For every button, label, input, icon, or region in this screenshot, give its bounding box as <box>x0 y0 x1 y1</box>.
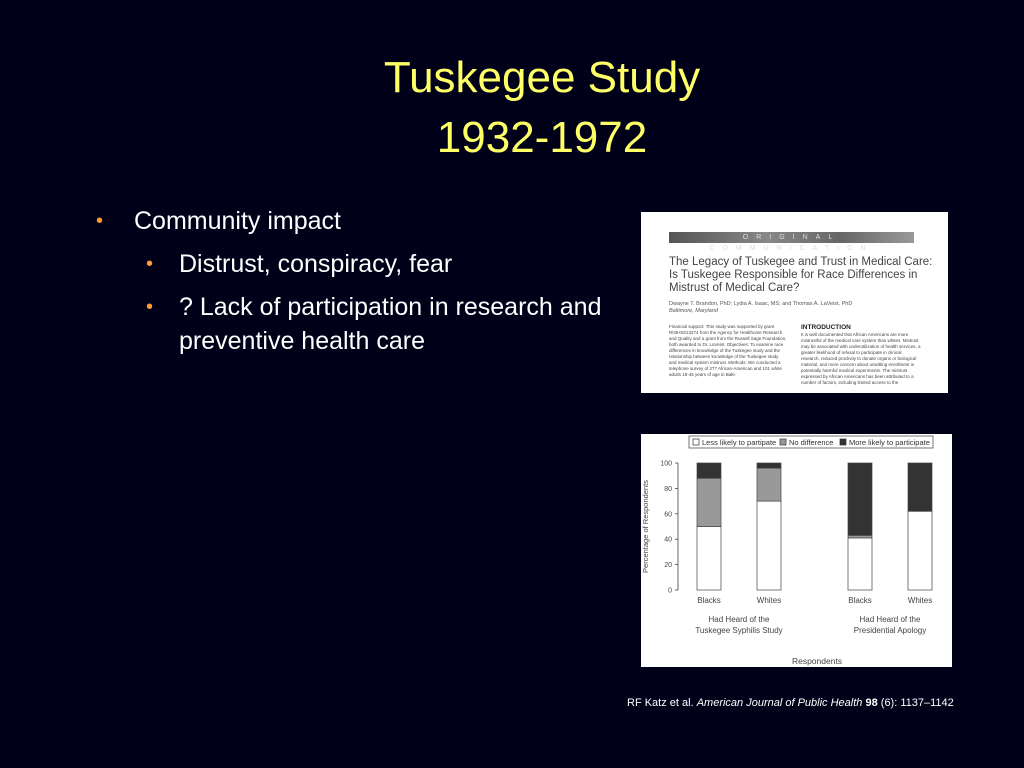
x-tick-label: Blacks <box>697 596 721 605</box>
bar-segment <box>697 527 721 591</box>
article-intro-heading: INTRODUCTION <box>801 324 851 331</box>
bullet-icon: • <box>96 210 104 232</box>
citation <box>627 697 954 709</box>
y-tick-label: 40 <box>664 536 672 544</box>
bullet-icon: • <box>146 253 154 275</box>
article-authors <box>669 301 939 315</box>
article-location: Baltimore, Maryland <box>669 308 718 314</box>
journal-article-image <box>641 212 948 393</box>
group-label: Had Heard of the Tuskegee Syphilis Study <box>695 615 783 635</box>
bullet-item-distrust <box>96 247 636 281</box>
bar-segment <box>848 463 872 535</box>
citation-volume: 98 <box>865 697 878 709</box>
bar-segment <box>757 468 781 501</box>
bullet-icon: • <box>146 296 154 318</box>
chart-svg <box>641 434 952 667</box>
bullet-item-community-impact <box>96 204 636 238</box>
bar-segment <box>908 463 932 511</box>
y-axis-label: Percentage of Respondents <box>641 480 650 573</box>
article-abstract: Financial support: This study was supported by grant R03HS013274 from the Agency for Healthcare Research and Quality and a grant from the Russell Sage Foundation, both awarded to Dr. LaVeist. Objectives: To examine race differences in knowledge of the Tuskegee study and the relationship between knowledge of the Tuskegee study and medical system mistrust. Methods: We conducted a telephone survey of 277 African-American and 101 white adults 18-45 years of age in Balti- <box>669 324 787 377</box>
slide-title: Tuskegee Study <box>383 53 701 102</box>
stacked-bar-chart <box>641 434 952 667</box>
bar-segment <box>848 538 872 590</box>
y-tick-label: 80 <box>664 485 672 493</box>
legend-swatch <box>693 439 699 445</box>
bullet-item-participation <box>96 290 636 358</box>
legend-label: No difference <box>789 438 834 447</box>
bullet-list <box>96 204 636 358</box>
bar-segment <box>848 535 872 538</box>
citation-pages: (6): 1137–1142 <box>880 697 954 709</box>
bullet-text: Distrust, conspiracy, fear <box>179 250 453 278</box>
article-title: The Legacy of Tuskegee and Trust in Medical Care: Is Tuskegee Responsible for Race Differences in Mistrust of Medical Care? <box>669 256 933 294</box>
legend-label: Less likely to partipate <box>702 438 777 447</box>
x-axis-label: Respondents <box>791 656 843 666</box>
x-tick-label: Whites <box>756 596 782 605</box>
slide-subtitle-years: 1932-1972 <box>436 113 648 162</box>
citation-journal: American Journal of Public Health <box>696 697 863 709</box>
bullet-text: ? Lack of participation in research and preventive health care <box>179 293 602 355</box>
y-tick-label: 0 <box>668 587 672 595</box>
bar-segment <box>697 463 721 478</box>
y-tick-label: 100 <box>660 460 672 468</box>
legend-swatch <box>780 439 786 445</box>
citation-authors: RF Katz et al. <box>627 697 694 709</box>
y-tick-label: 60 <box>664 511 672 519</box>
legend-label: More likely to participate <box>849 438 930 447</box>
bullet-text: Community impact <box>134 207 341 235</box>
article-category-band: ORIGINAL COMMUNICATION <box>669 232 914 243</box>
group-label: Had Heard of the Presidential Apology <box>853 615 927 635</box>
bar-segment <box>757 463 781 468</box>
x-tick-label: Blacks <box>848 596 872 605</box>
article-introduction <box>801 324 921 386</box>
legend-swatch <box>840 439 846 445</box>
bar-segment <box>757 501 781 590</box>
article-author-names: Dwayne T. Brandon, PhD; Lydia A. Isaac, MS; and Thomas A. LaVeist, PhD <box>669 301 853 307</box>
bar-segment <box>908 511 932 590</box>
x-tick-label: Whites <box>907 596 933 605</box>
article-intro-text: It is well documented that African Americans are more mistrustful of the medical care system than whites. Mistrust may be associated with underutilization of health services, a greater likelihood of refusal to participate in clinical research, reduced proclivity to donate organs or biological material, and more concern about unwitting enrollment in potentially harmful medical experiments. The mistrust expressed by African Americans has been attributed to a number of factors, including limited access to the <box>801 332 921 385</box>
y-tick-label: 20 <box>664 562 672 570</box>
bar-segment <box>697 478 721 526</box>
